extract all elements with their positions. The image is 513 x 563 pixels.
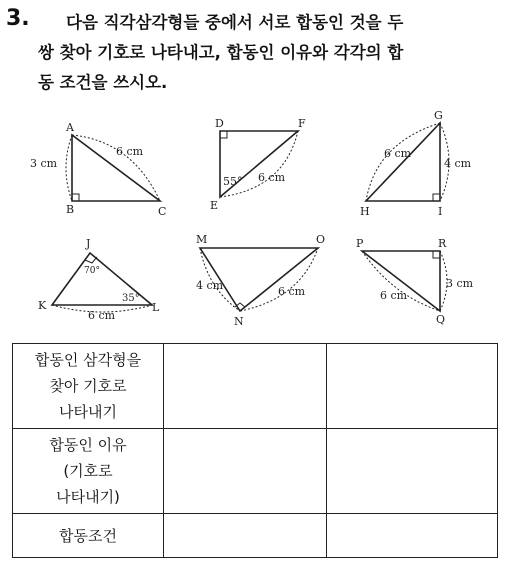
row-header-condition [13, 514, 164, 558]
label-p: P [356, 237, 364, 250]
row-header-line: 나타내기) [56, 488, 120, 506]
label-l: L [152, 301, 160, 314]
row-header-line: 합동조건 [59, 526, 117, 545]
question-number: 3. [6, 6, 30, 31]
right-angle-r [433, 251, 440, 258]
question-line-1: 다음 직각삼각형들 중에서 서로 합동인 것을 두 [66, 13, 404, 32]
label-jkl-top: 70° [84, 266, 100, 276]
label-c: C [158, 205, 167, 218]
row-header-find [13, 344, 164, 429]
triangle-pqr [362, 251, 440, 311]
right-angle-i [433, 194, 440, 201]
label-pqr-side: 3 cm [446, 277, 474, 290]
table-row [13, 514, 498, 558]
label-i: I [438, 205, 443, 218]
question-line-3: 동 조건을 쓰시오. [38, 73, 168, 92]
triangles-figure [0, 105, 513, 337]
label-def-angle: 55° [223, 175, 243, 188]
label-def-hyp: 6 cm [258, 171, 286, 184]
label-mno-hyp: 6 cm [278, 285, 306, 298]
label-ghi-side: 4 cm [444, 157, 472, 170]
right-angle-d [220, 131, 227, 138]
label-ghi-hyp: 6 cm [384, 147, 412, 160]
label-mno-side: 4 cm [196, 279, 224, 292]
label-n: N [234, 315, 244, 328]
label-abc-hyp: 6 cm [116, 145, 144, 158]
row-header-reason [13, 429, 164, 514]
label-jkl-angle: 35° [122, 293, 140, 304]
label-f: F [298, 117, 306, 130]
row-header-line: 찾아 기호로 [49, 377, 127, 395]
right-angle-b [72, 194, 79, 201]
label-pqr-hyp: 6 cm [380, 289, 408, 302]
label-o: O [316, 233, 326, 246]
triangle-ghi [366, 123, 440, 201]
label-r: R [438, 237, 447, 250]
answer-cell[interactable] [327, 429, 498, 514]
label-g: G [434, 109, 443, 122]
table-row [13, 429, 498, 514]
row-header-line: 나타내기 [59, 403, 117, 421]
label-jkl-base: 6 cm [88, 309, 116, 322]
question-text [38, 8, 506, 98]
answer-cell[interactable] [327, 344, 498, 429]
label-d: D [215, 117, 224, 130]
row-header-line: (기호로 [63, 462, 113, 480]
answer-cell[interactable] [164, 514, 327, 558]
answer-cell[interactable] [327, 514, 498, 558]
label-j: J [86, 237, 91, 250]
label-a: A [66, 121, 74, 134]
answer-table [12, 343, 498, 558]
row-header-line: 합동인 삼각형을 [34, 351, 142, 369]
label-abc-side: 3 cm [30, 157, 58, 170]
label-e: E [210, 199, 219, 212]
answer-cell[interactable] [164, 344, 327, 429]
answer-cell[interactable] [164, 429, 327, 514]
label-q: Q [436, 313, 446, 326]
row-header-line: 합동인 이유 [49, 436, 127, 454]
brace-ab [66, 135, 72, 201]
label-k: K [38, 299, 47, 312]
label-b: B [66, 203, 75, 216]
label-h: H [360, 205, 370, 218]
label-m: M [196, 233, 208, 246]
question-line-2: 쌍 찾아 기호로 나타내고, 합동인 이유와 각각의 합 [38, 43, 404, 62]
table-row [13, 344, 498, 429]
